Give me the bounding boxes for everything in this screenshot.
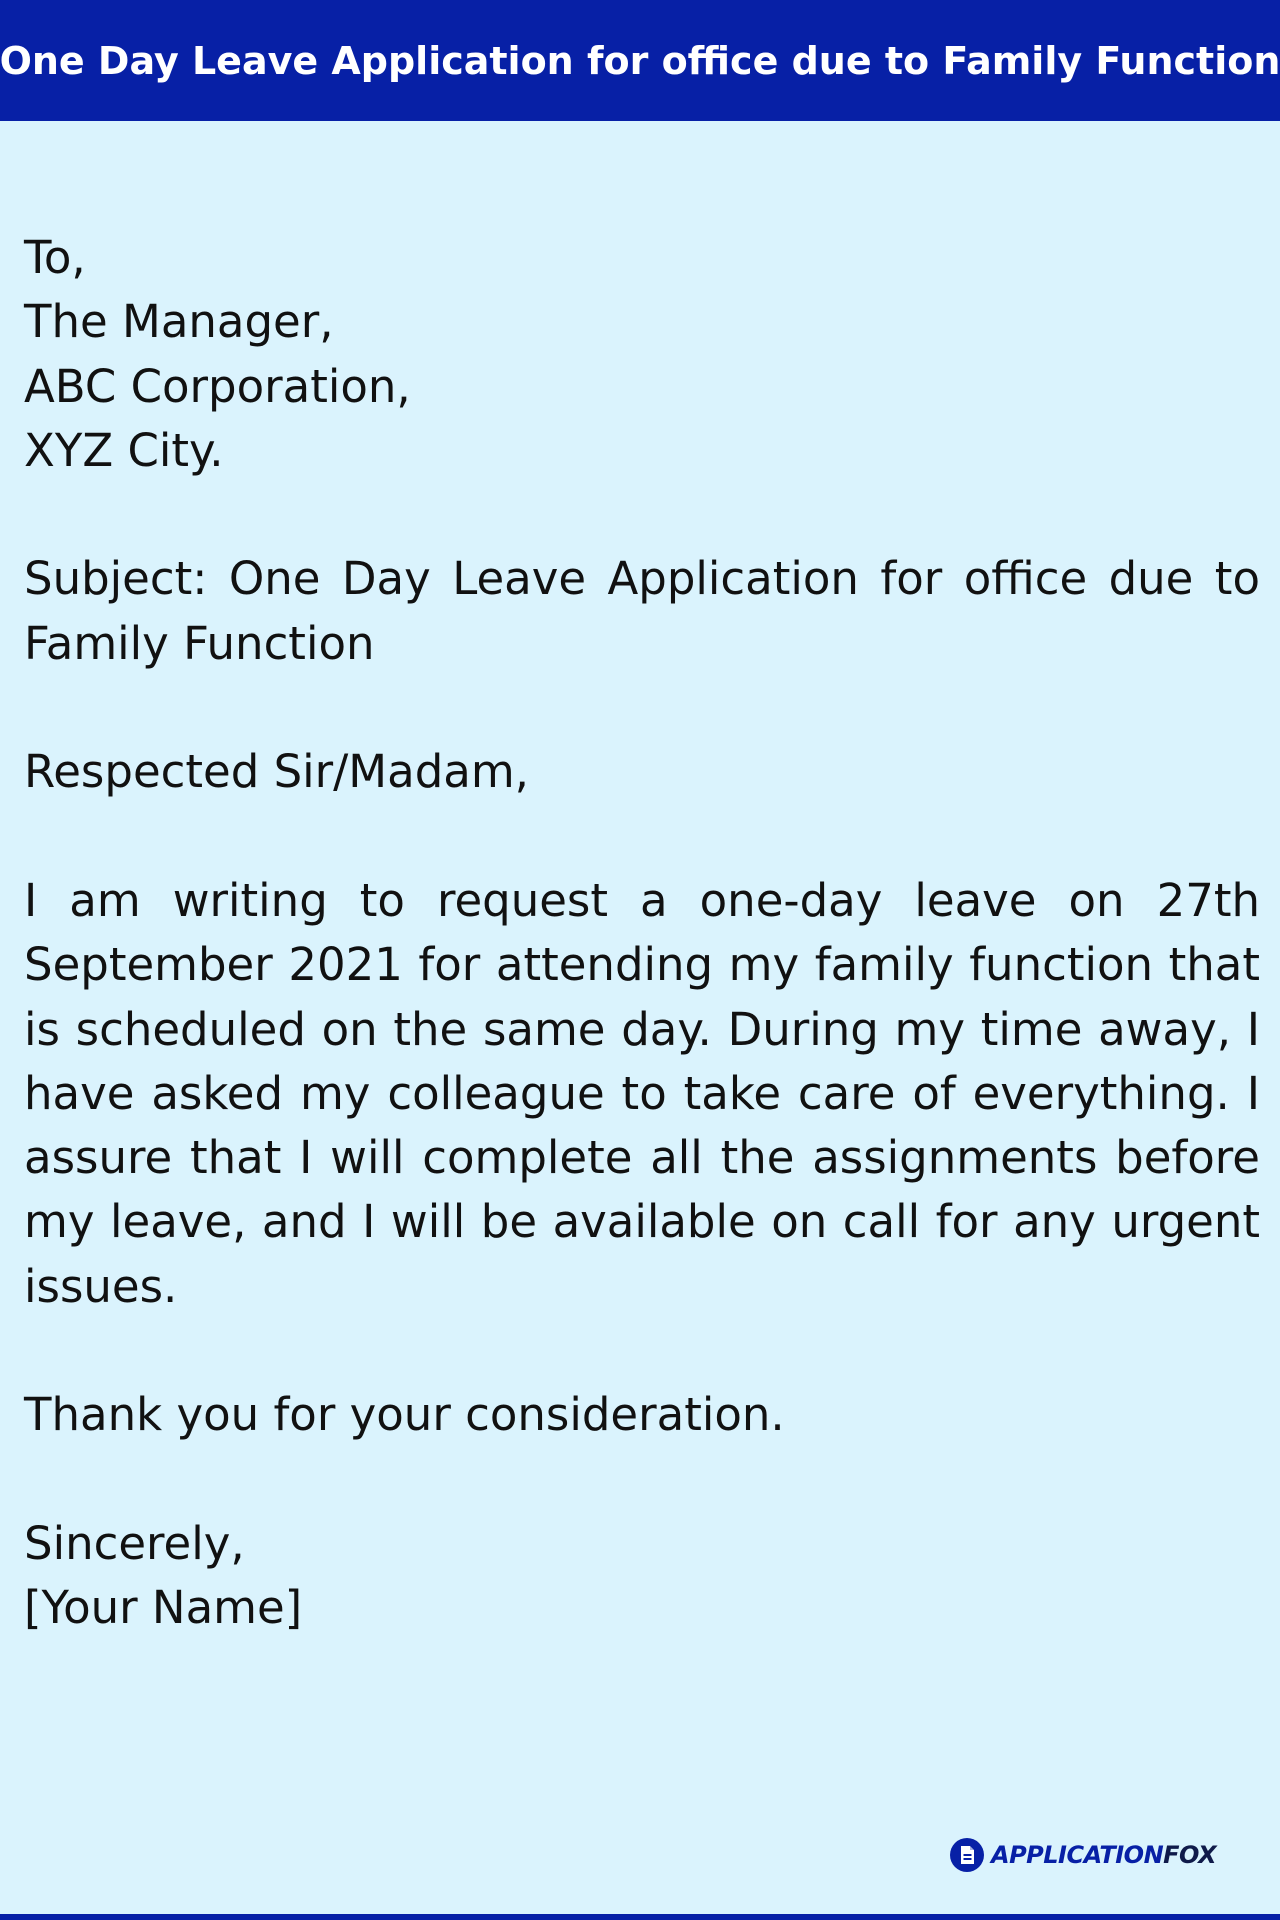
address-line: ABC Corporation, xyxy=(24,359,411,413)
salutation: Respected Sir/Madam, xyxy=(24,745,529,799)
address-line: To, xyxy=(24,231,86,284)
logo-text-part1: APPLICATION xyxy=(991,1841,1164,1869)
header-bar xyxy=(0,0,1280,121)
letter-body: I am writing to request a one-day leave on 27th September 2021 for attending my family function that is scheduled on the same day. During my time away, I have asked my colleague to take care of everything. I assure that I will complete all the assignments before my leave, and I will be available on call for any urgent issues. xyxy=(24,873,1260,1313)
address-line: The Manager, xyxy=(24,295,334,349)
document-icon xyxy=(949,1837,985,1873)
address-line: XYZ City. xyxy=(24,423,224,477)
logo-text-part2: FOX xyxy=(1163,1841,1217,1869)
letter-content xyxy=(24,226,1260,1641)
thanks-line: Thank you for your consideration. xyxy=(24,1388,785,1442)
bottom-border xyxy=(0,1914,1280,1920)
closing: Sincerely, xyxy=(24,1516,245,1570)
page-title: One Day Leave Application for office due to Family Function xyxy=(0,38,1280,83)
applicationfox-logo xyxy=(949,1837,1216,1873)
logo-wordmark xyxy=(991,1841,1216,1869)
signature: [Your Name] xyxy=(24,1581,303,1635)
recipient-address xyxy=(24,226,1260,483)
subject-line: Subject: One Day Leave Application for office due to Family Function xyxy=(24,552,1260,670)
